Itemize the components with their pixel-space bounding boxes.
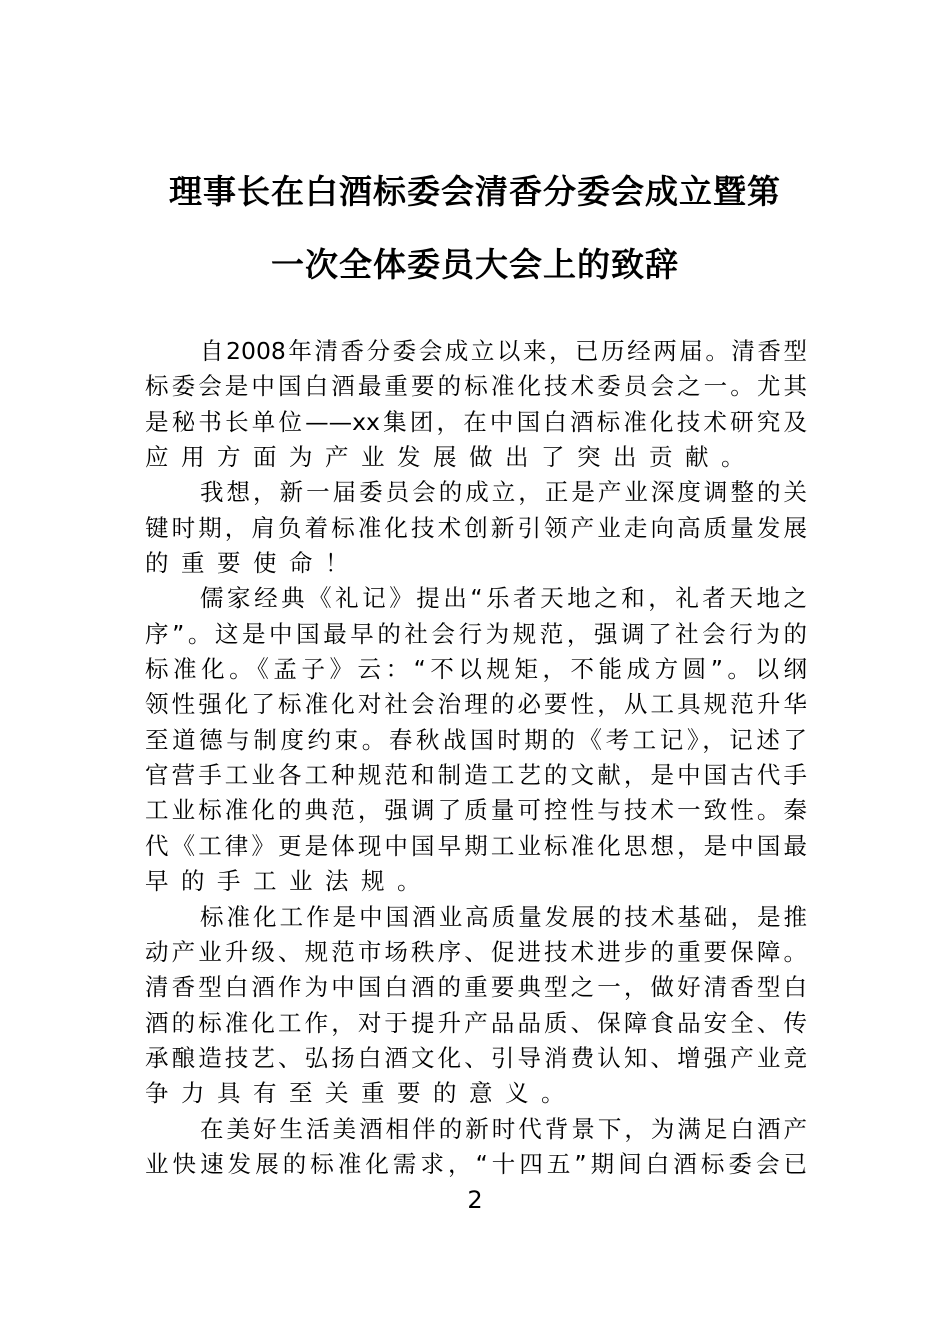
paragraph-line: 在美好生活美酒相伴的新时代背景下，为满足白酒产: [200, 1114, 807, 1143]
paragraph-line: 工业标准化的典范，强调了质量可控性与技术一致性。秦: [145, 796, 807, 825]
document-body: [145, 334, 807, 1182]
paragraph-line: 动产业升级、规范市场秩序、促进技术进步的重要保障。: [145, 937, 807, 966]
paragraph-line: 领性强化了标准化对社会治理的必要性，从工具规范升华: [145, 690, 807, 719]
paragraph: [145, 334, 807, 475]
paragraph-line: 标委会是中国白酒最重要的标准化技术委员会之一。尤其: [145, 372, 807, 401]
paragraph: [145, 581, 807, 899]
paragraph-line: 官营手工业各工种规范和制造工艺的文献，是中国古代手: [145, 761, 807, 790]
paragraph-line: 儒家经典《礼记》提出“乐者天地之和，礼者天地之: [200, 584, 807, 613]
paragraph-line: 早的手工业法规。: [145, 867, 433, 896]
paragraph-line: 自2008年清香分委会成立以来，已历经两届。清香型: [200, 337, 807, 365]
paragraph: [145, 1112, 807, 1183]
paragraph-line: 键时期，肩负着标准化技术创新引领产业走向高质量发展: [145, 513, 807, 542]
paragraph-line: 的重要使命！: [145, 549, 361, 578]
paragraph: [145, 900, 807, 1112]
paragraph-line: 酒的标准化工作，对于提升产品品质、保障食品安全、传: [145, 1008, 807, 1037]
paragraph-line: 标准化工作是中国酒业高质量发展的技术基础，是推: [200, 902, 807, 931]
document-title-line-1: 理事长在白酒标委会清香分委会成立暨第: [169, 172, 781, 211]
paragraph-line: 承酿造技艺、弘扬白酒文化、引导消费认知、增强产业竞: [145, 1043, 807, 1072]
paragraph-line: 至道德与制度约束。春秋战国时期的《考工记》，记述了: [145, 725, 807, 754]
page-number: 2: [467, 1186, 483, 1214]
paragraph-line: 序”。这是中国最早的社会行为规范，强调了社会行为的: [145, 619, 807, 648]
paragraph-line: 业快速发展的标准化需求，“十四五”期间白酒标委会已: [145, 1149, 807, 1178]
paragraph-line: 争力具有至关重要的意义。: [145, 1079, 577, 1108]
paragraph-line: 我想，新一届委员会的成立，正是产业深度调整的关: [200, 478, 807, 507]
paragraph: [145, 475, 807, 581]
paragraph-line: 代《工律》更是体现中国早期工业标准化思想，是中国最: [145, 831, 807, 860]
paragraph-line: 清香型白酒作为中国白酒的重要典型之一，做好清香型白: [145, 973, 807, 1002]
paragraph-line: 是秘书长单位——xx集团，在中国白酒标准化技术研究及: [145, 407, 807, 436]
paragraph-line: 应用方面为产业发展做出了突出贡献。: [145, 443, 757, 472]
paragraph-line: 标准化。《孟子》云：“不以规矩，不能成方圆”。以纲: [145, 655, 807, 684]
document-title-line-2: 一次全体委员大会上的致辞: [271, 245, 679, 284]
